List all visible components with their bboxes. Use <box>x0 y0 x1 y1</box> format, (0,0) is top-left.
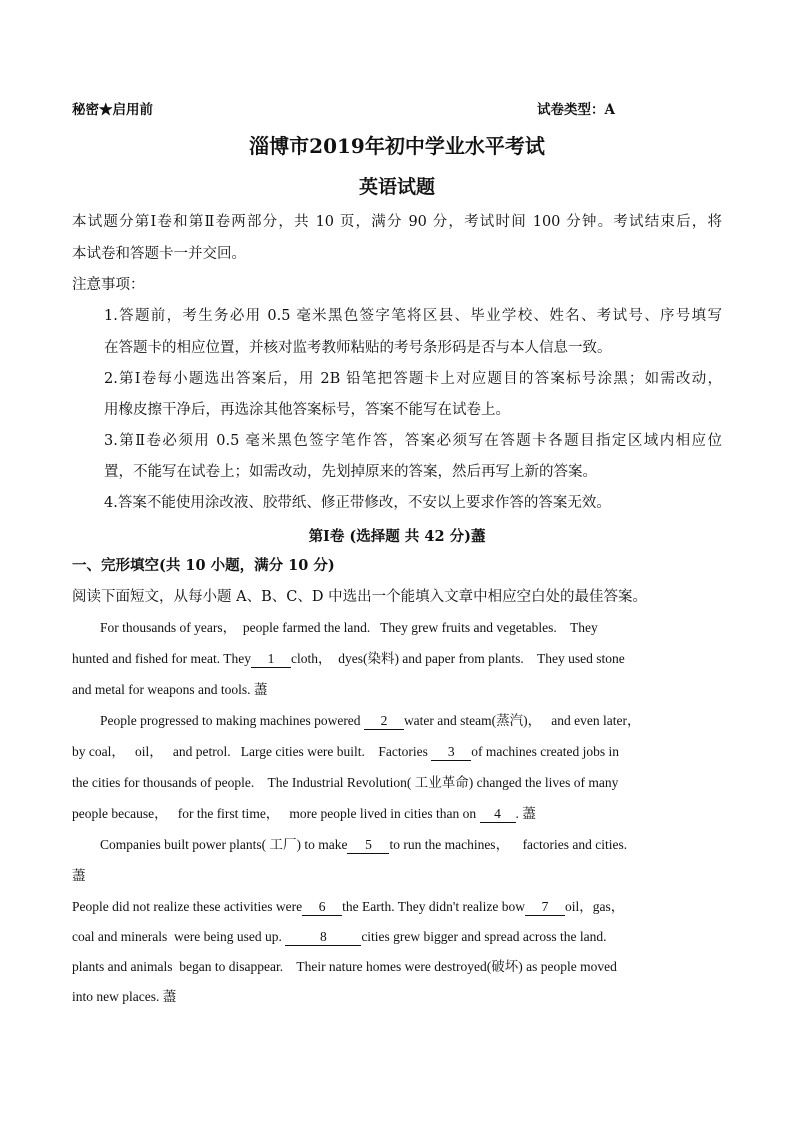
passage-text: by coal， oil， and petrol. Large cities were built. Factories <box>72 744 432 759</box>
exam-title: 淄博市2019年初中学业水平考试 <box>249 134 545 158</box>
section-mark: 藎 <box>470 528 486 545</box>
passage-line: plants and animals began to disappear. Their nature homes were destroyed(破坏) as people moved <box>72 959 617 974</box>
note-2b: 用橡皮擦干净后，再选涂其他答案标号，答案不能写在试卷上。 <box>104 402 510 418</box>
passage-line <box>72 742 722 762</box>
blank-8: 8 <box>285 929 361 946</box>
passage-text: . 藎 <box>515 806 536 821</box>
note-3b: 置，不能写在试卷上；如需改动，先划掉原来的答案，然后再写上新的答案。 <box>104 464 597 480</box>
passage-line <box>72 804 722 824</box>
passage-line: into new places. 藎 <box>72 989 177 1004</box>
passage-line <box>72 649 722 669</box>
passage-line <box>72 897 722 917</box>
passage-line: For thousands of years， people farmed the land. They grew fruits and vegetables. They <box>100 620 598 635</box>
part1-heading: 一、完形填空(共 10 小题，满分 10 分) <box>72 557 335 574</box>
passage-line <box>72 927 722 947</box>
blank-1: 1 <box>251 651 291 668</box>
note-3a: 3.第Ⅱ卷必须用 0.5 毫米黑色签字笔作答，答案必须写在答题卡各题目指定区域内相应位 <box>104 433 722 449</box>
blank-3: 3 <box>431 744 471 761</box>
passage-text: oil，gas， <box>565 899 625 914</box>
blank-5: 5 <box>347 837 389 854</box>
note-4: 4.答案不能使用涂改液、胶带纸、修正带修改，不安以上要求作答的答案无效。 <box>104 495 611 511</box>
passage-text: of machines created jobs in <box>471 744 619 759</box>
intro-line-1: 本试题分第Ⅰ卷和第Ⅱ卷两部分，共 10 页，满分 90 分，考试时间 100 分钟。考试结束后，将 <box>72 214 722 230</box>
blank-6: 6 <box>302 899 342 916</box>
passage-text: water and steam(蒸汽)， and even later， <box>403 713 641 728</box>
passage-text: cities grew bigger and spread across the land. <box>361 929 607 944</box>
confidential-label: 秘密★启用前 <box>72 102 153 118</box>
section-title-text: 第Ⅰ卷 (选择题 共 42 分) <box>308 528 471 545</box>
blank-2: 2 <box>364 713 404 730</box>
passage-text: People did not realize these activities were <box>72 899 303 914</box>
passage-text: hunted and fished for meat. They <box>72 651 251 666</box>
blank-7: 7 <box>525 899 565 916</box>
note-1b: 在答题卡的相应位置，并核对监考教师粘贴的考号条形码是否与本人信息一致。 <box>104 340 612 356</box>
notes-heading: 注意事项： <box>72 277 145 293</box>
passage-text: cloth， dyes(染料) and paper from plants. They used stone <box>290 651 625 666</box>
passage-text: to run the machines， factories and cities. <box>389 837 628 852</box>
passage-text: People progressed to making machines powered <box>100 713 364 728</box>
note-2a: 2.第Ⅰ卷每小题选出答案后，用 2B 铅笔把答题卡上对应题目的答案标号涂黑；如需改动， <box>104 371 722 387</box>
part1-instruction: 阅读下面短文，从每小题 A、B、C、D 中选出一个能填入文章中相应空白处的最佳答案。 <box>72 589 648 605</box>
passage-text: coal and minerals were being used up. <box>72 929 286 944</box>
passage-text: Companies built power plants( 工厂) to make <box>100 837 348 852</box>
note-1a: 1.答题前，考生务必用 0.5 毫米黑色签字笔将区县、毕业学校、姓名、考试号、序号填写 <box>104 308 722 324</box>
passage-line <box>100 835 722 855</box>
section-title <box>0 525 794 546</box>
exam-subtitle: 英语试题 <box>358 176 435 198</box>
passage-line <box>100 711 722 731</box>
passage-text: people because， for the first time， more people lived in cities than on <box>72 806 480 821</box>
intro-line-2: 本试卷和答题卡一并交回。 <box>72 246 246 262</box>
passage-text: the Earth. They didn't realize bow <box>342 899 526 914</box>
blank-4: 4 <box>480 806 516 823</box>
passage-line: the cities for thousands of people. The Industrial Revolution( 工业革命) changed the lives of many <box>72 775 619 790</box>
passage-line: 藎 <box>72 868 86 883</box>
passage-line: and metal for weapons and tools. 藎 <box>72 682 268 697</box>
paper-type-label: 试卷类型：A <box>537 102 615 118</box>
